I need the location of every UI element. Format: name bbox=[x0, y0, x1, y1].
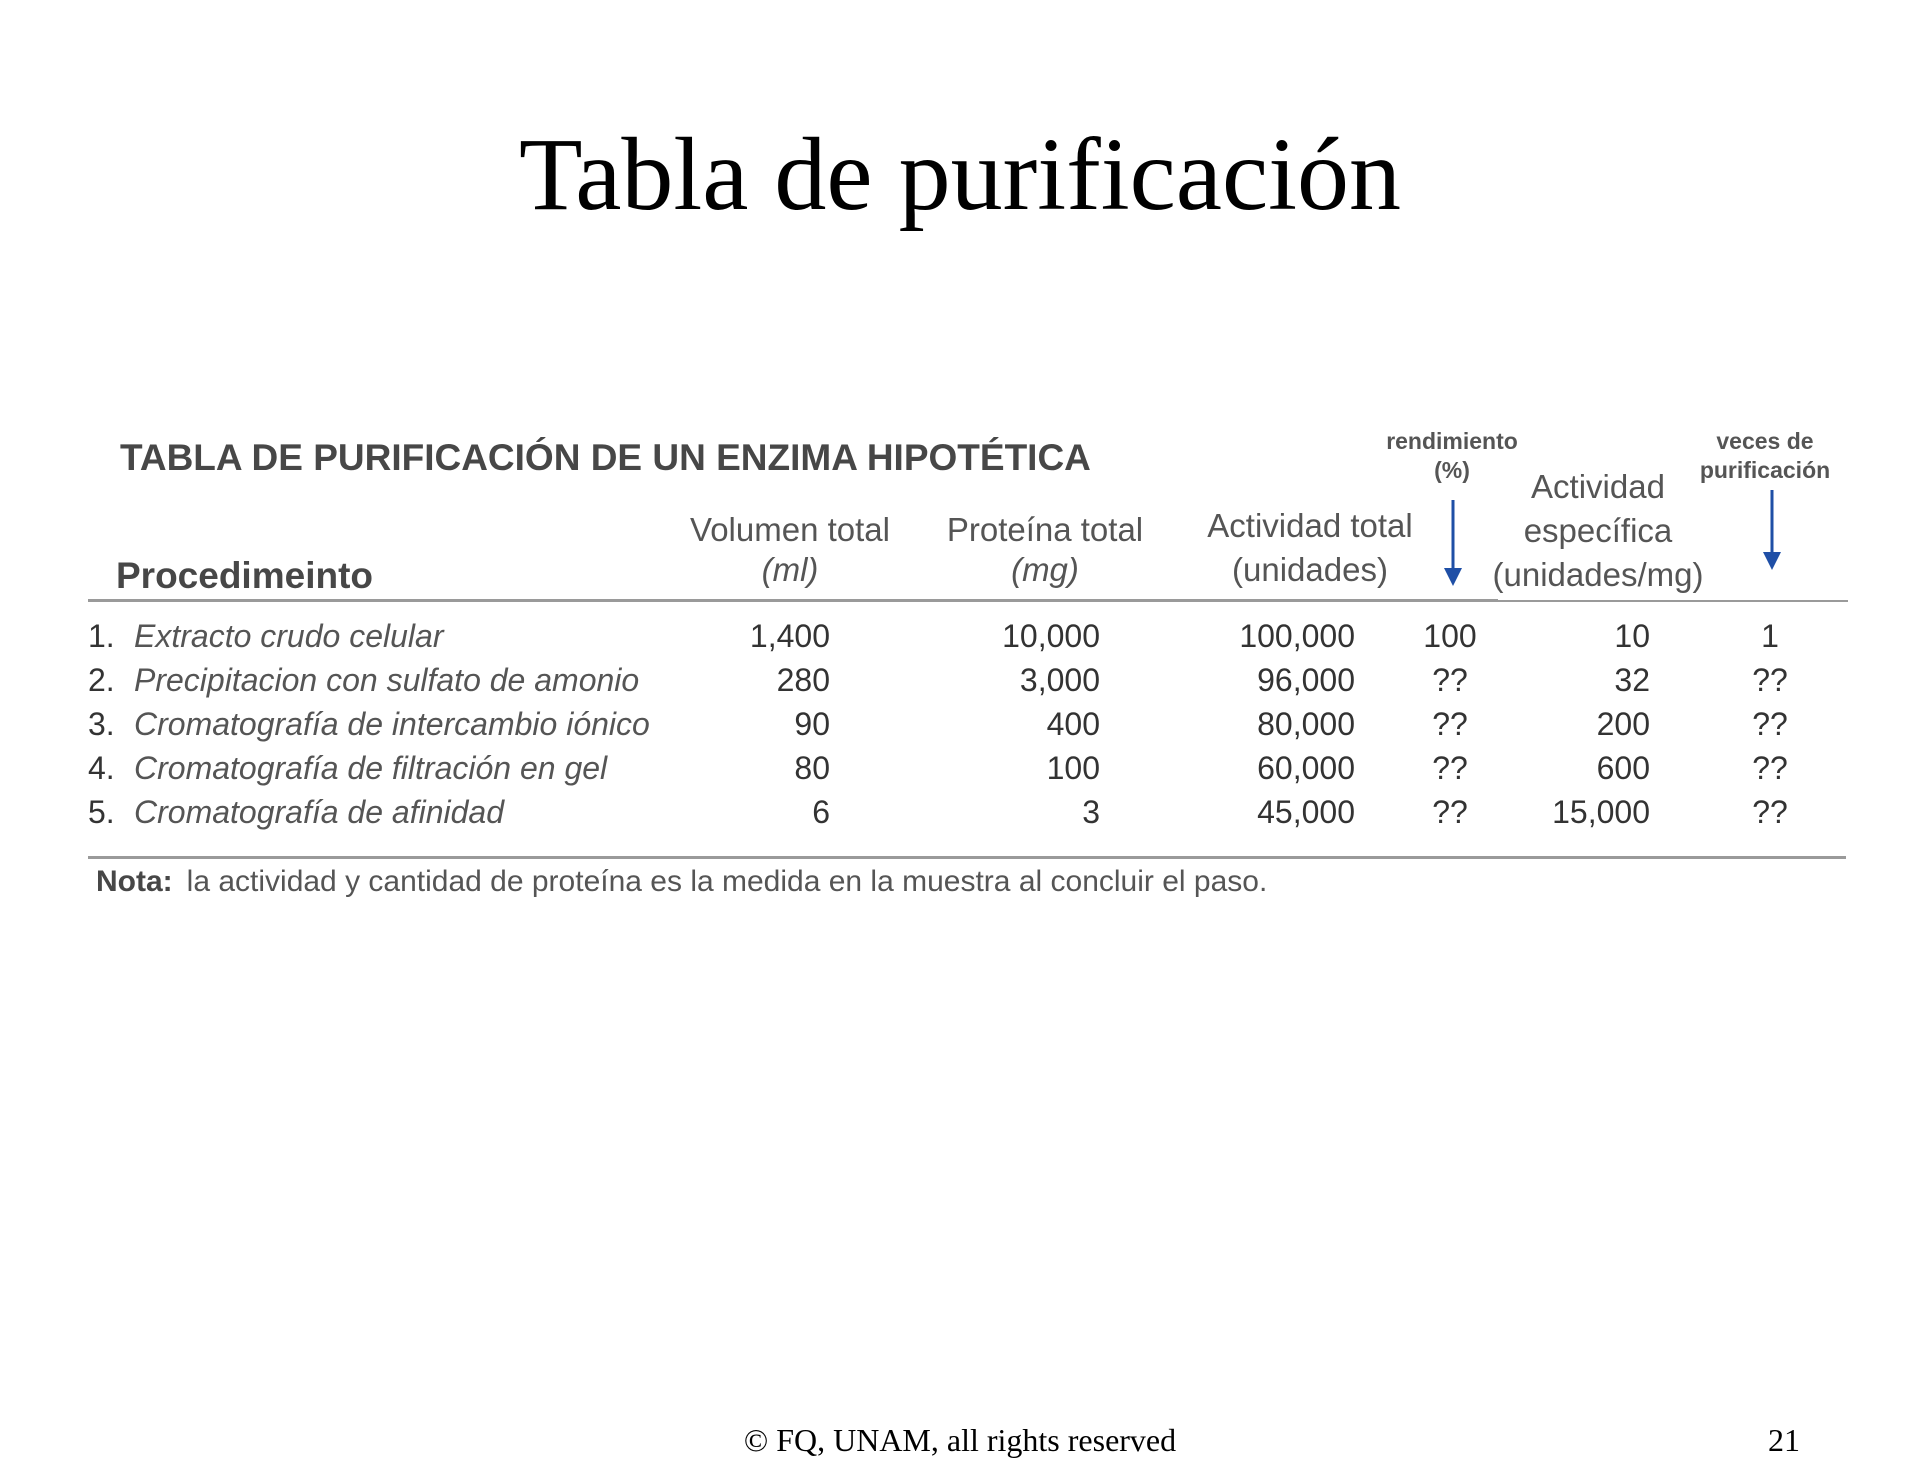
row-number: 1. bbox=[88, 618, 115, 654]
activity-cell: 45,000 bbox=[1257, 794, 1355, 830]
fold-cell: ?? bbox=[1752, 750, 1788, 786]
yield-cell: ?? bbox=[1432, 706, 1468, 742]
header-fold bbox=[1680, 427, 1850, 485]
page-number: 21 bbox=[1768, 1422, 1800, 1458]
slide-title: Tabla de purificación bbox=[518, 117, 1402, 232]
procedure-cell: Extracto crudo celular bbox=[134, 618, 444, 654]
specific-activity-cell: 32 bbox=[1614, 662, 1650, 698]
procedure-cell: Cromatografía de filtración en gel bbox=[134, 750, 608, 786]
header-divider bbox=[88, 599, 1498, 602]
activity-cell: 96,000 bbox=[1257, 662, 1355, 698]
header-fold-label-2: purificación bbox=[1699, 457, 1831, 483]
protein-cell: 3 bbox=[1082, 794, 1100, 830]
header-yield-label: rendimiento bbox=[1386, 428, 1518, 454]
volume-cell: 6 bbox=[812, 794, 830, 830]
row-number: 3. bbox=[88, 706, 115, 742]
header-activity-label: Actividad total bbox=[1207, 507, 1413, 544]
specific-activity-cell: 15,000 bbox=[1552, 794, 1650, 830]
header-yield-unit: (%) bbox=[1434, 457, 1470, 483]
fold-cell: 1 bbox=[1761, 618, 1779, 654]
table-row bbox=[0, 618, 1920, 662]
note-label: Nota: bbox=[96, 865, 173, 898]
activity-cell: 100,000 bbox=[1239, 618, 1355, 654]
arrow-down-icon bbox=[1438, 498, 1468, 590]
protein-cell: 400 bbox=[1046, 706, 1100, 742]
protein-cell: 10,000 bbox=[1002, 618, 1100, 654]
fold-cell: ?? bbox=[1752, 794, 1788, 830]
activity-cell: 80,000 bbox=[1257, 706, 1355, 742]
footer-divider bbox=[88, 856, 1846, 859]
protein-cell: 100 bbox=[1046, 750, 1100, 786]
procedure-cell: Cromatografía de intercambio iónico bbox=[134, 706, 650, 742]
specific-activity-cell: 200 bbox=[1596, 706, 1650, 742]
header-fold-label-1: veces de bbox=[1716, 428, 1814, 454]
table-row bbox=[0, 662, 1920, 706]
yield-cell: ?? bbox=[1432, 750, 1468, 786]
footer-copyright: © FQ, UNAM, all rights reserved bbox=[743, 1422, 1177, 1458]
table-row bbox=[0, 706, 1920, 750]
yield-cell: ?? bbox=[1432, 794, 1468, 830]
fold-cell: ?? bbox=[1752, 662, 1788, 698]
header-specific-unit: (unidades/mg) bbox=[1492, 556, 1704, 593]
header-procedure: Procedimeinto bbox=[116, 555, 373, 596]
header-protein-label: Proteína total bbox=[946, 511, 1144, 548]
row-number: 2. bbox=[88, 662, 115, 698]
volume-cell: 280 bbox=[776, 662, 830, 698]
yield-cell: 100 bbox=[1423, 618, 1477, 654]
header-specific-label-2: específica bbox=[1523, 512, 1673, 549]
row-number: 4. bbox=[88, 750, 115, 786]
header-protein bbox=[930, 510, 1160, 590]
volume-cell: 90 bbox=[794, 706, 830, 742]
specific-activity-cell: 600 bbox=[1596, 750, 1650, 786]
procedure-cell: Cromatografía de afinidad bbox=[134, 794, 504, 830]
header-activity-unit: (unidades) bbox=[1232, 551, 1388, 588]
header-protein-unit: (mg) bbox=[1011, 551, 1079, 588]
table-row bbox=[0, 750, 1920, 794]
header-volume-unit: (ml) bbox=[761, 551, 819, 588]
header-specific-label-1: Actividad bbox=[1531, 468, 1665, 505]
fold-cell: ?? bbox=[1752, 706, 1788, 742]
protein-cell: 3,000 bbox=[1019, 662, 1100, 698]
table-note bbox=[96, 865, 1267, 899]
table-row bbox=[0, 794, 1920, 838]
volume-cell: 80 bbox=[794, 750, 830, 786]
yield-cell: ?? bbox=[1432, 662, 1468, 698]
row-number: 5. bbox=[88, 794, 115, 830]
note-text: la actividad y cantidad de proteína es la medida en la muestra al concluir el paso. bbox=[186, 865, 1268, 898]
specific-activity-cell: 10 bbox=[1614, 618, 1650, 654]
activity-cell: 60,000 bbox=[1257, 750, 1355, 786]
table-title: TABLA DE PURIFICACIÓN DE UN ENZIMA HIPOTÉTICA bbox=[120, 437, 1091, 478]
arrow-down-icon bbox=[1757, 488, 1787, 580]
procedure-cell: Precipitacion con sulfato de amonio bbox=[134, 662, 640, 698]
header-volume bbox=[670, 510, 910, 590]
header-activity bbox=[1185, 504, 1435, 592]
volume-cell: 1,400 bbox=[749, 618, 830, 654]
header-volume-label: Volumen total bbox=[690, 511, 890, 548]
header-divider-right bbox=[1498, 600, 1848, 602]
